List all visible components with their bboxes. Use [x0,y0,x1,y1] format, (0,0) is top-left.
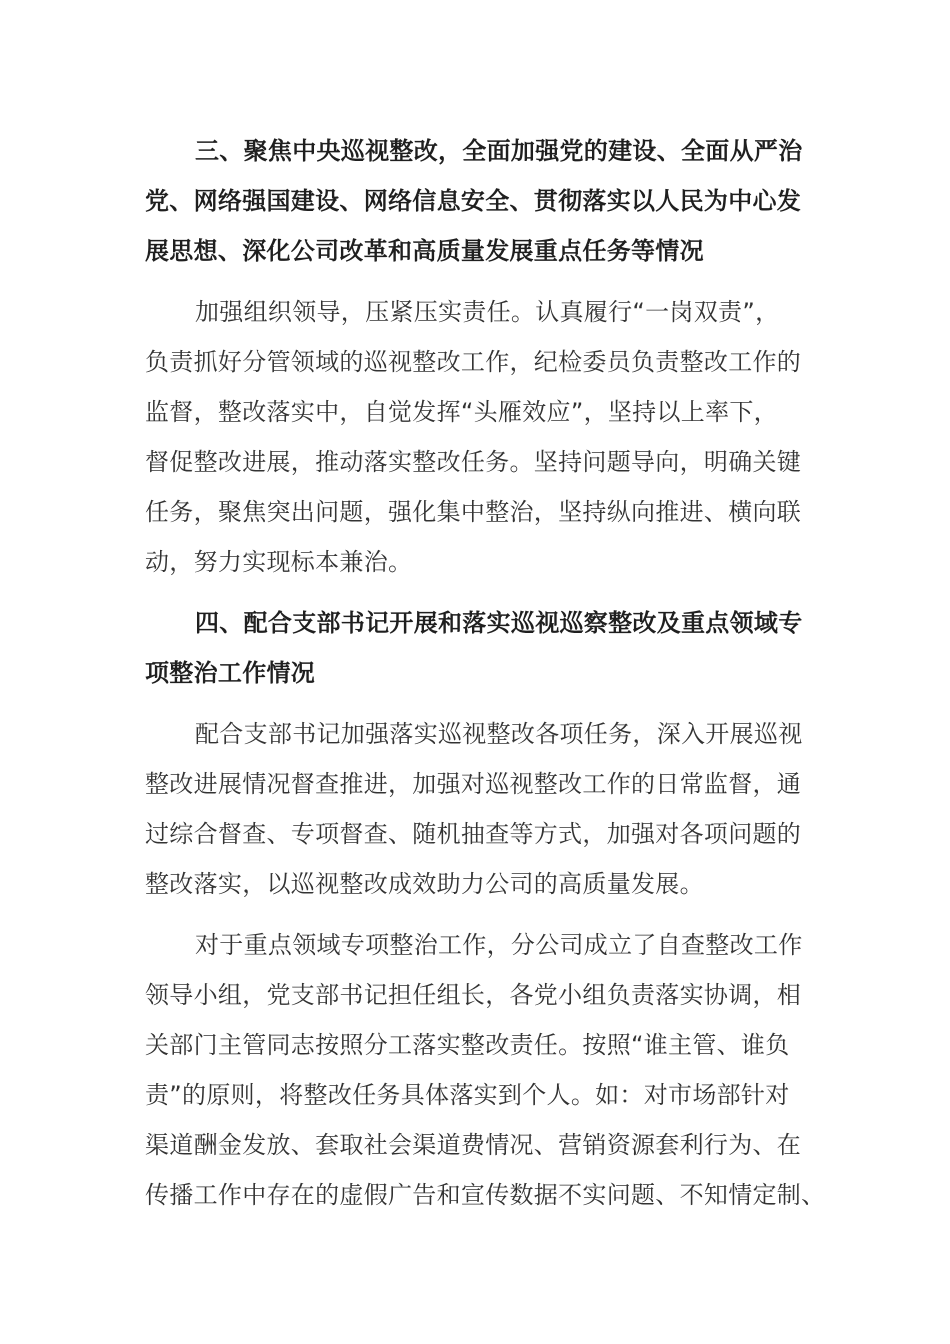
section-3-paragraph-line-4: 督促整改进展，推动落实整改任务。坚持问题导向，明确关键 [145,448,802,476]
section-4-paragraph-2-line-1: 对于重点领域专项整治工作，分公司成立了自查整改工作 [195,931,803,959]
section-3-heading-line-1: 三、聚焦中央巡视整改，全面加强党的建设、全面从严治 [195,137,803,165]
section-4-paragraph-2-line-5: 渠道酬金发放、套取社会渠道费情况、营销资源套利行为、在 [145,1131,802,1159]
section-3-paragraph-line-1: 加强组织领导，压紧压实责任。认真履行“一岗双责”， [195,298,780,326]
section-4-paragraph-2-line-6: 传播工作中存在的虚假广告和宣传数据不实问题、不知情定制、 [145,1181,826,1209]
section-4-paragraph-2-line-4: 责”的原则，将整改任务具体落实到个人。如：对市场部针对 [145,1081,790,1109]
section-4-heading-line-1: 四、配合支部书记开展和落实巡视巡察整改及重点领域专 [195,609,803,637]
section-4-paragraph-2-line-3: 关部门主管同志按照分工落实整改责任。按照“谁主管、谁负 [145,1031,790,1059]
section-4-paragraph-2-line-2: 领导小组，党支部书记担任组长，各党小组负责落实协调，相 [145,981,802,1009]
section-3-paragraph-line-6: 动，努力实现标本兼治。 [145,548,413,576]
section-3-heading-line-2: 党、网络强国建设、网络信息安全、贯彻落实以人民为中心发 [145,187,802,215]
section-3-paragraph-line-2: 负责抓好分管领域的巡视整改工作，纪检委员负责整改工作的 [145,348,802,376]
section-4-heading-line-2: 项整治工作情况 [145,659,316,687]
section-4-paragraph-1-line-3: 过综合督查、专项督查、随机抽查等方式，加强对各项问题的 [145,820,802,848]
section-3-paragraph-line-5: 任务，聚焦突出问题，强化集中整治，坚持纵向推进、横向联 [145,498,802,526]
section-4-paragraph-1-line-2: 整改进展情况督查推进，加强对巡视整改工作的日常监督，通 [145,770,802,798]
section-4-paragraph-1-line-4: 整改落实，以巡视整改成效助力公司的高质量发展。 [145,870,704,898]
section-4-paragraph-1-line-1: 配合支部书记加强落实巡视整改各项任务，深入开展巡视 [195,720,803,748]
section-3-heading-line-3: 展思想、深化公司改革和高质量发展重点任务等情况 [145,237,704,265]
section-3-paragraph-line-3: 监督，整改落实中，自觉发挥“头雁效应”，坚持以上率下， [145,398,778,426]
